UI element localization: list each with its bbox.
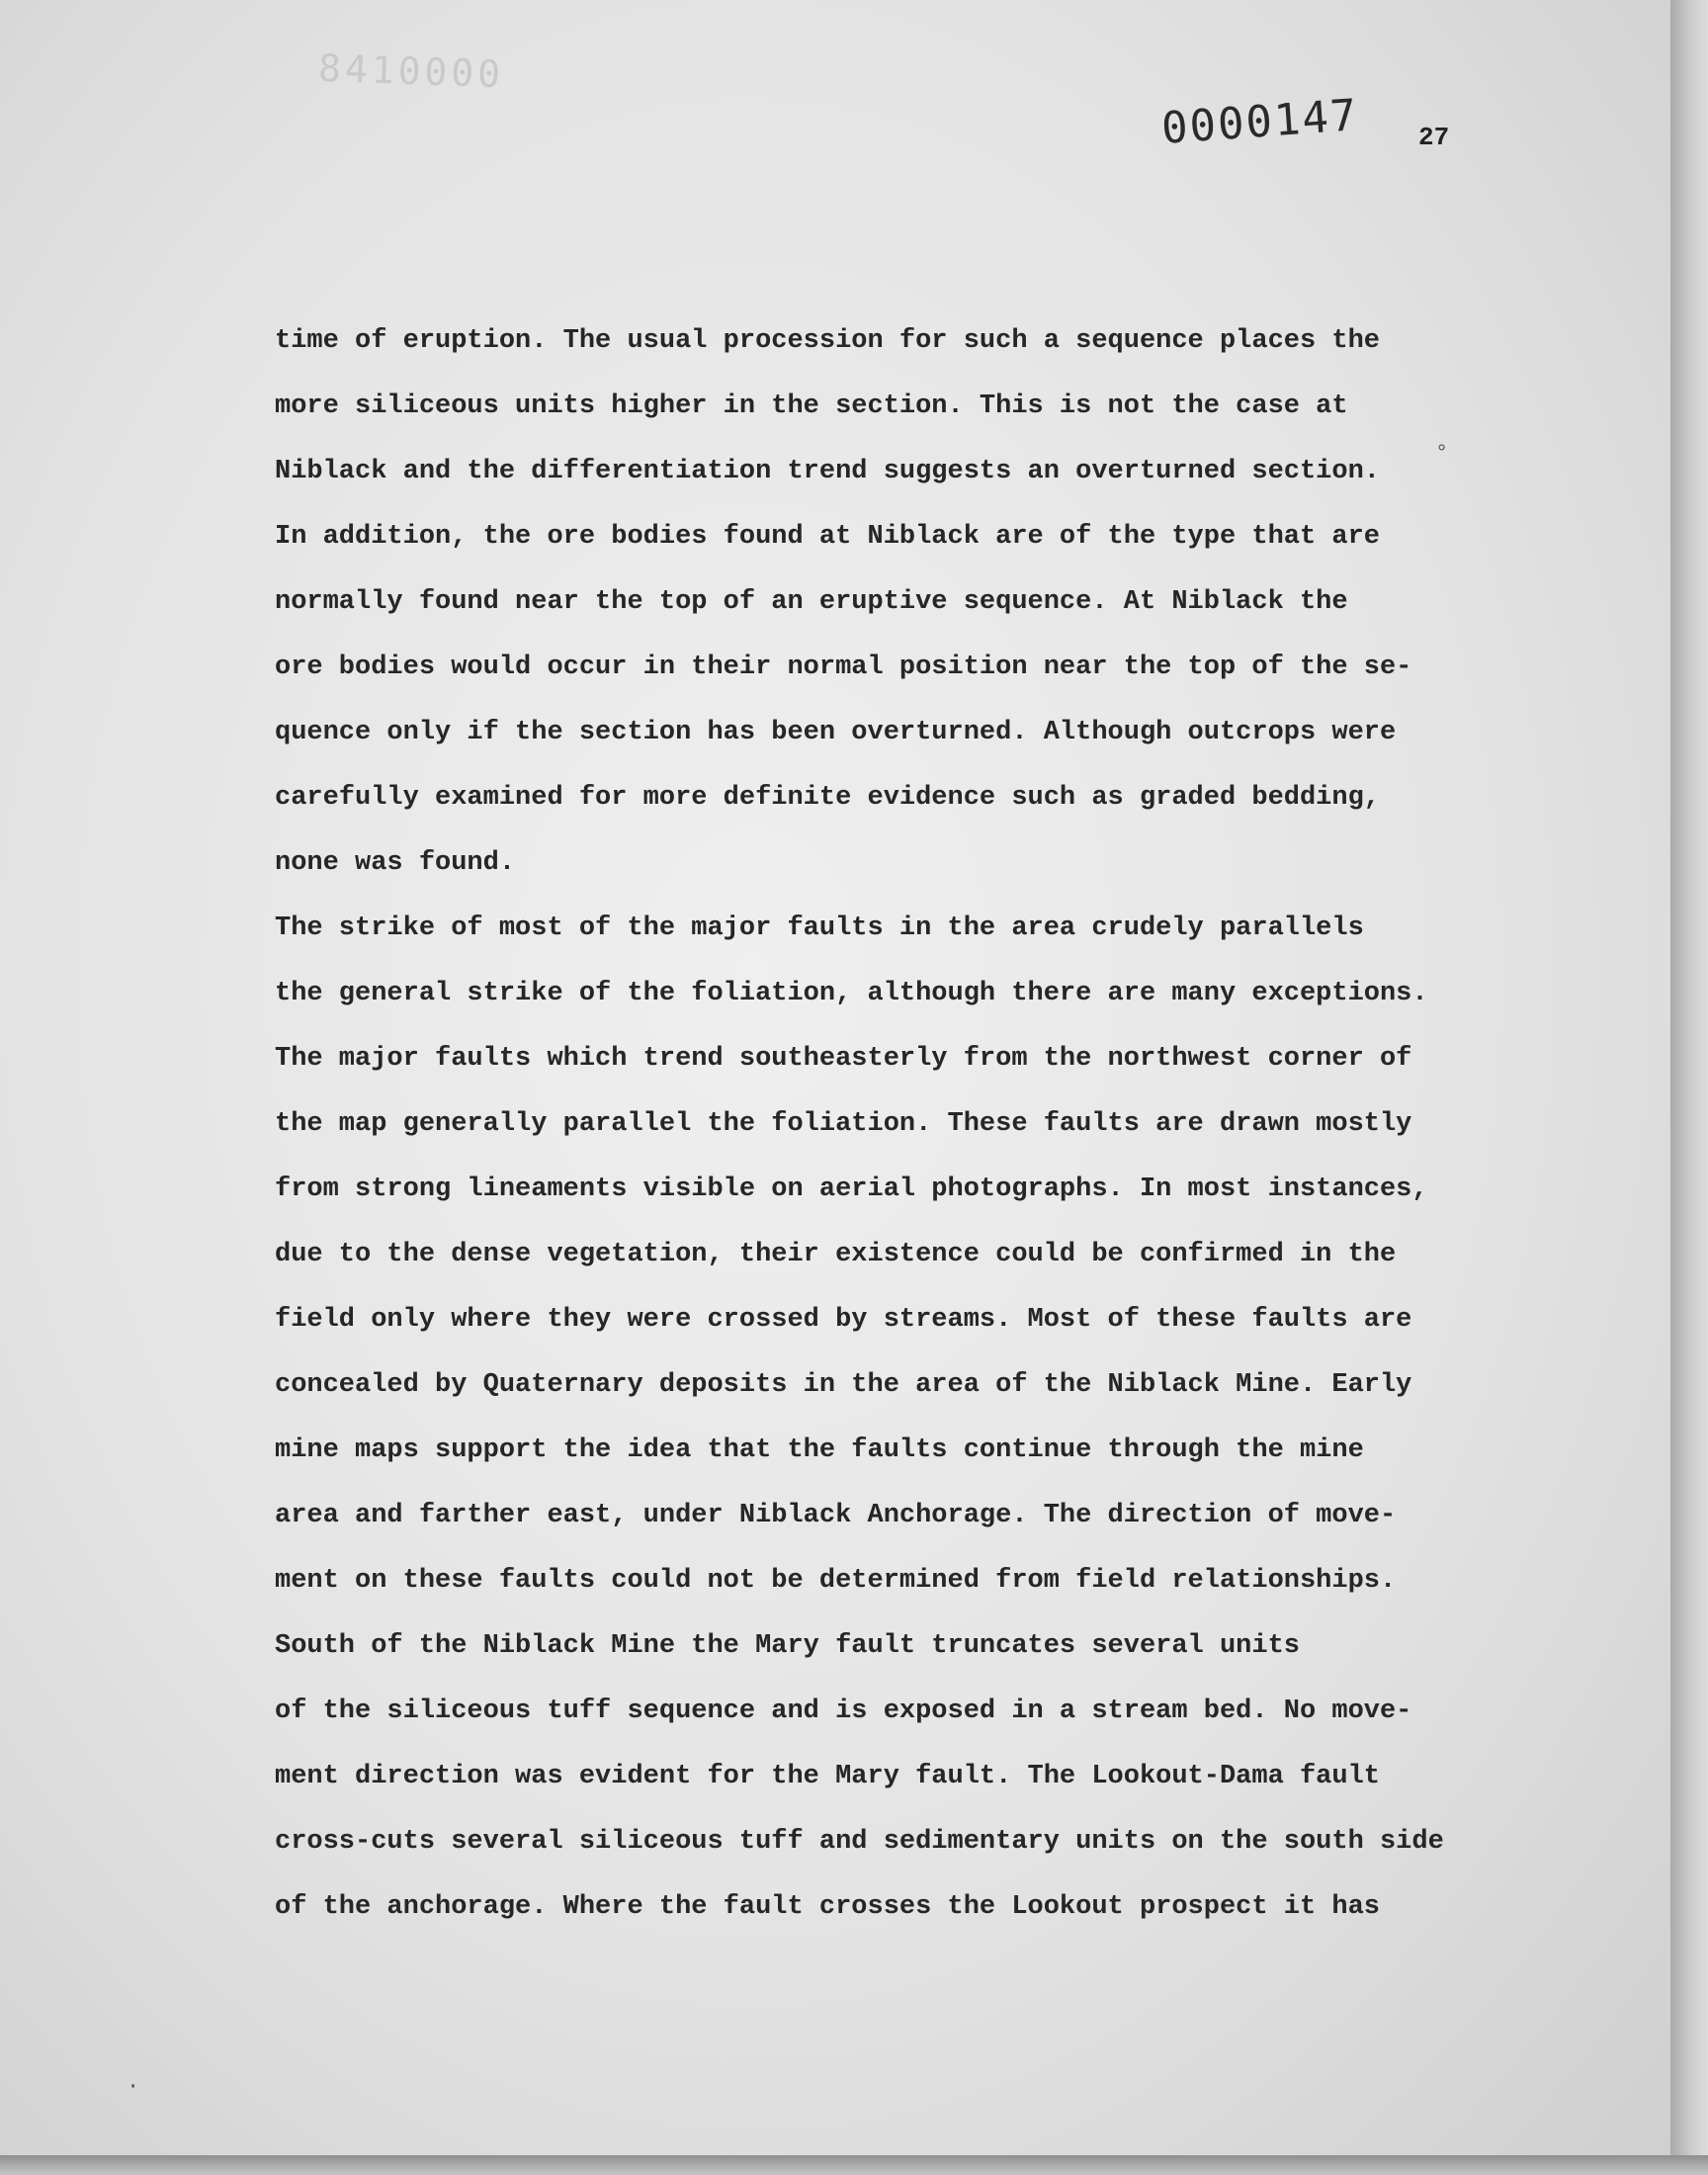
text-line: Niblack and the differentiation trend suggests an overturned section.	[275, 457, 1380, 486]
scan-speck: °	[1435, 441, 1449, 466]
text-line: concealed by Quaternary deposits in the area of the Niblack Mine. Early	[275, 1370, 1412, 1400]
text-line: time of eruption. The usual procession for such a sequence places the	[275, 326, 1380, 356]
text-line: ore bodies would occur in their normal position near the top of the se-	[275, 652, 1412, 682]
text-line: none was found.	[275, 848, 516, 878]
text-line: the map generally parallel the foliation. These faults are drawn mostly	[275, 1109, 1412, 1139]
text-line: The major faults which trend southeasterly from the northwest corner of	[275, 1044, 1412, 1074]
text-line: field only where they were crossed by streams. Most of these faults are	[275, 1305, 1412, 1335]
text-line: normally found near the top of an eruptive sequence. At Niblack the	[275, 587, 1348, 617]
text-line: from strong lineaments visible on aerial photographs. In most instances,	[275, 1174, 1428, 1204]
body-text	[275, 308, 1520, 1940]
document-number-stamp: 0000147	[1159, 90, 1360, 154]
text-line: of the anchorage. Where the fault crosses the Lookout prospect it has	[275, 1892, 1380, 1922]
text-line: In addition, the ore bodies found at Niblack are of the type that are	[275, 522, 1380, 552]
text-line: mine maps support the idea that the faults continue through the mine	[275, 1436, 1364, 1465]
text-line: ment on these faults could not be determined from field relationships.	[275, 1566, 1397, 1596]
text-line: South of the Niblack Mine the Mary fault truncates several units	[275, 1631, 1300, 1661]
scan-bottom-edge	[0, 2155, 1708, 2175]
text-line: due to the dense vegetation, their existence could be confirmed in the	[275, 1240, 1397, 1269]
text-line: cross-cuts several siliceous tuff and sedimentary units on the south side	[275, 1827, 1444, 1857]
text-line: ment direction was evident for the Mary fault. The Lookout-Dama fault	[275, 1762, 1380, 1791]
page-edge-shadow	[1670, 0, 1708, 2175]
text-line: The strike of most of the major faults in the area crudely parallels	[275, 914, 1364, 943]
scan-speck: ·	[127, 2074, 140, 2099]
text-line: quence only if the section has been overturned. Although outcrops were	[275, 718, 1397, 747]
text-line: of the siliceous tuff sequence and is exposed in a stream bed. No move-	[275, 1696, 1412, 1726]
text-line: area and farther east, under Niblack Anchorage. The direction of move-	[275, 1501, 1397, 1530]
page-number: 27	[1418, 123, 1450, 152]
text-line: more siliceous units higher in the section. This is not the case at	[275, 392, 1348, 421]
text-line: the general strike of the foliation, although there are many exceptions.	[275, 979, 1428, 1008]
faint-stamp-number: 8410000	[317, 45, 505, 97]
text-line: carefully examined for more definite evidence such as graded bedding,	[275, 783, 1380, 813]
